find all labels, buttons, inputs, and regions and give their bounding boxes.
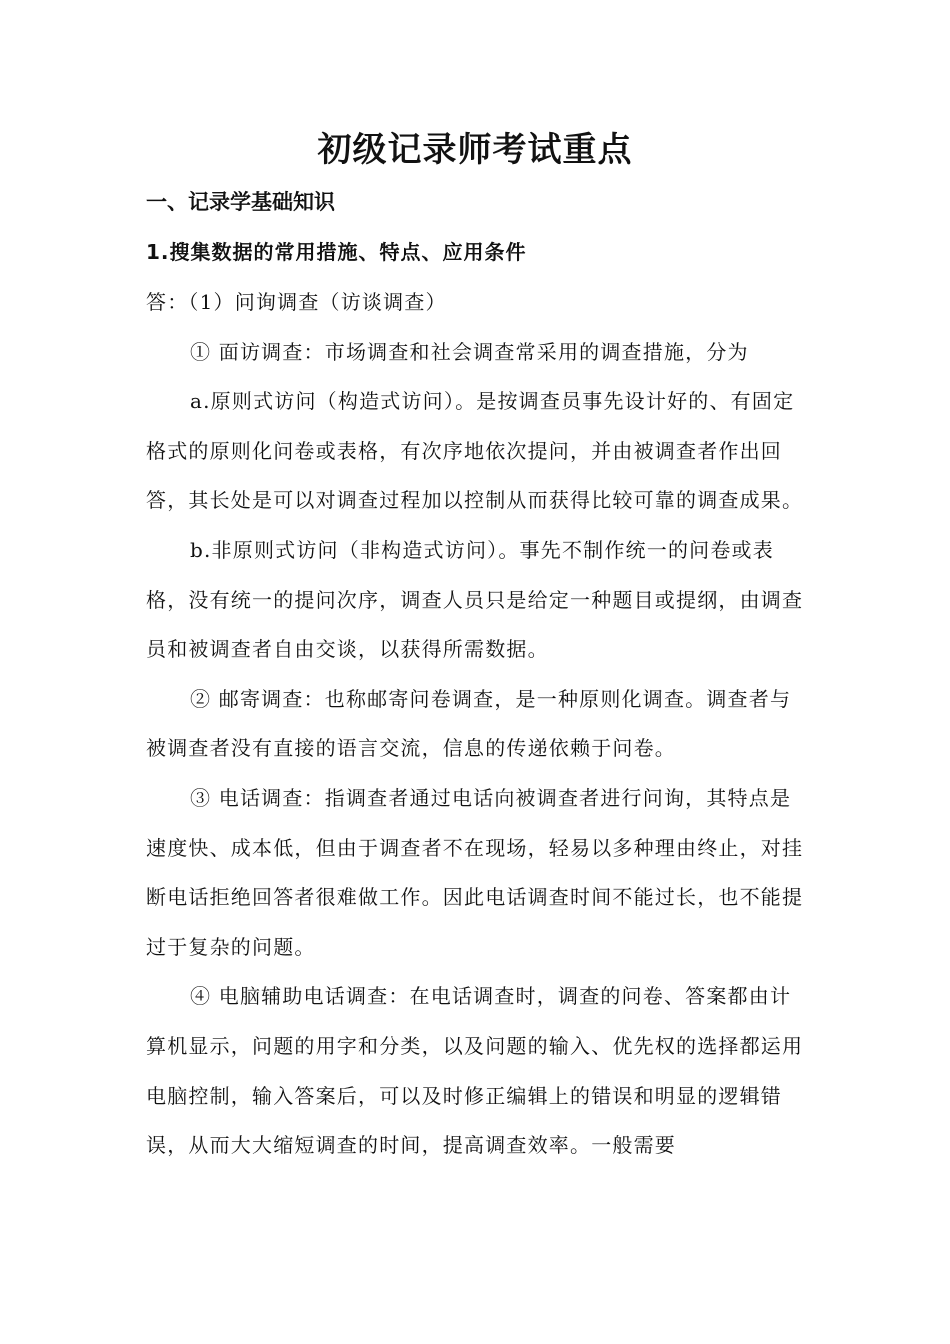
paragraph-structured-interview: a.原则式访问（构造式访问）。是按调查员事先设计好的、有固定格式的原则化问卷或表格，有次序地依次提问，并由被调查者作出回答，其长处是可以对调查过程加以控制从而获得比较可靠的调查成果。 [146, 389, 804, 513]
answer-intro: 答：（1）问询调查（访谈调查） [146, 290, 447, 314]
document-body [146, 278, 808, 1171]
document-title: 初级记录师考试重点 [317, 130, 633, 170]
question-heading: 1.搜集数据的常用措施、特点、应用条件 [146, 240, 527, 264]
paragraph-phone-survey: ③ 电话调查：指调查者通过电话向被调查者进行问询，其特点是速度快、成本低，但由于调查者不在现场，轻易以多种理由终止，对挂断电话拒绝回答者很难做工作。因此电话调查时间不能过长，也不能提过于复杂的问题。 [146, 785, 804, 959]
section-heading: 一、记录学基础知识 [146, 190, 335, 214]
paragraph-mail-survey: ② 邮寄调查：也称邮寄问卷调查，是一种原则化调查。调查者与被调查者没有直接的语言交流，信息的传递依赖于问卷。 [146, 686, 792, 761]
paragraph-face-interview: ① 面访调查：市场调查和社会调查常采用的调查措施，分为 [190, 339, 749, 364]
paragraph-unstructured-interview: b.非原则式访问（非构造式访问）。事先不制作统一的问卷或表格，没有统一的提问次序，调查人员只是给定一种题目或提纲，由调查员和被调查者自由交谈，以获得所需数据。 [146, 537, 804, 662]
paragraph-computer-phone-survey: ④ 电脑辅助电话调查：在电话调查时，调查的问卷、答案都由计算机显示，问题的用字和分类，以及问题的输入、优先权的选择都运用电脑控制，输入答案后，可以及时修正编辑上的错误和明显的逻辑错误，从而大大缩短调查的时间，提高调查效率。一般需要 [146, 984, 804, 1158]
